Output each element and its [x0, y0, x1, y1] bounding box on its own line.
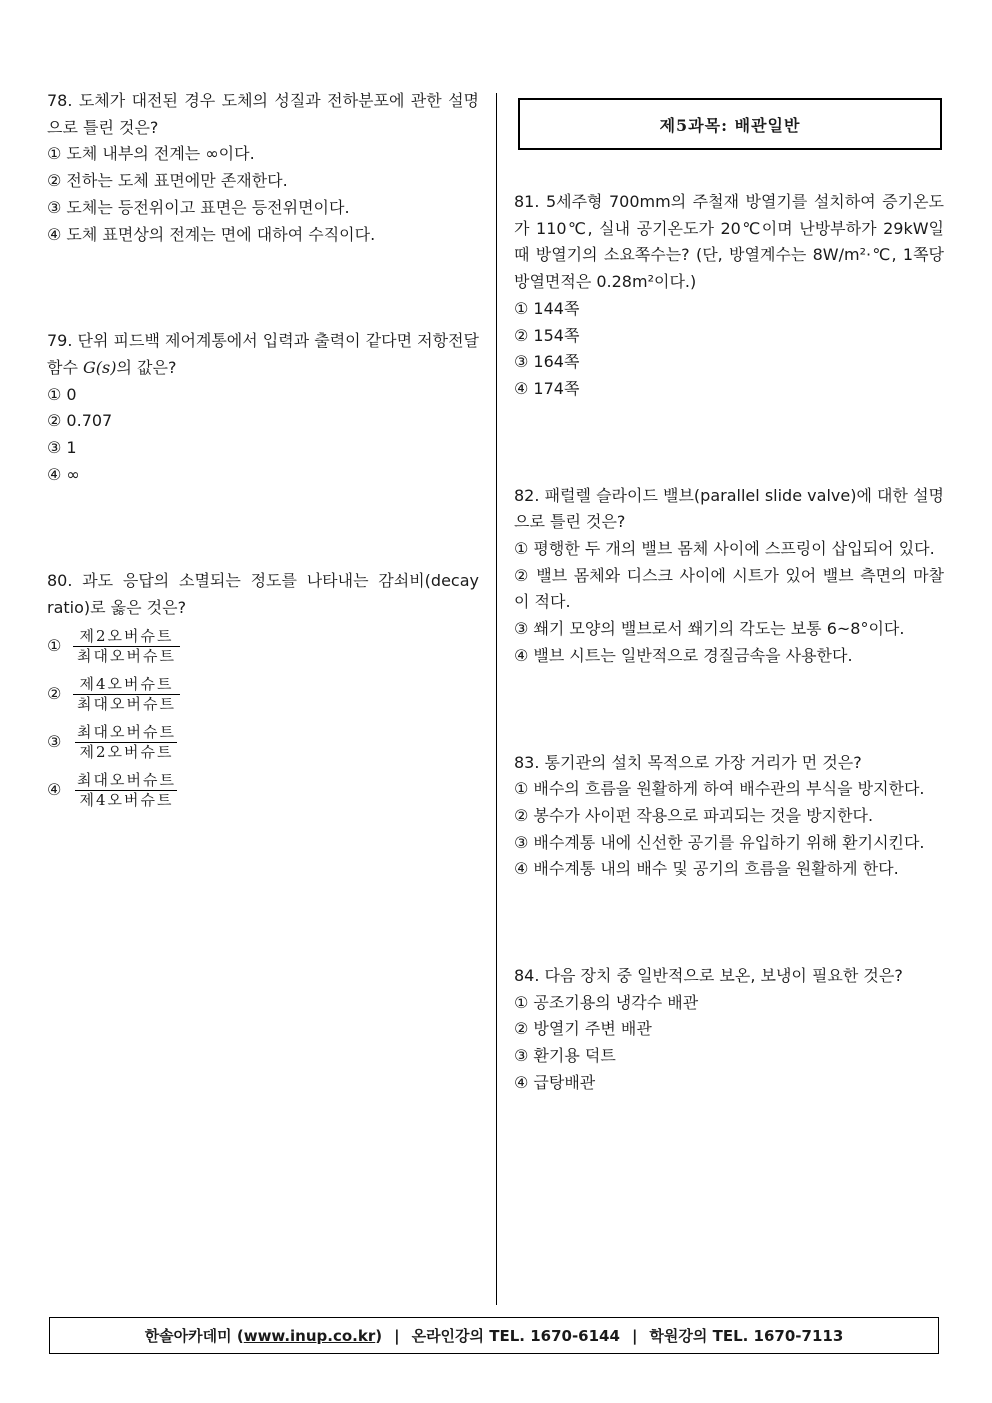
question-82-option-2: ② 밸브 몸체와 디스크 사이에 시트가 있어 밸브 측면의 마찰이 적다. — [514, 565, 944, 612]
question-81 — [514, 189, 944, 403]
question-79-option-1: ① 0 — [47, 384, 77, 404]
question-79-option-3: ③ 1 — [47, 438, 77, 458]
question-81-option-1: ① 144쪽 — [514, 298, 580, 318]
fraction-numerator: 최대오버슈트 — [77, 771, 176, 790]
question-84-option-1: ① 공조기용의 냉각수 배관 — [514, 992, 699, 1012]
fraction-numerator: 제4오버슈트 — [79, 675, 174, 694]
question-79 — [47, 328, 479, 488]
transfer-function-math: G(s) — [83, 357, 117, 377]
question-78 — [47, 88, 479, 248]
fraction — [73, 771, 180, 810]
question-79-option-2: ② 0.707 — [47, 411, 113, 431]
question-80-option-4 — [47, 768, 479, 814]
question-83-option-1: ① 배수의 흐름을 원활하게 하여 배수관의 부식을 방지한다. — [514, 779, 925, 799]
question-81-option-3: ③ 164쪽 — [514, 352, 580, 372]
fraction — [73, 675, 180, 714]
question-78-option-4: ④ 도체 표면상의 전계는 면에 대하여 수직이다. — [47, 224, 376, 244]
fraction — [73, 627, 180, 666]
question-79-stem — [47, 328, 479, 381]
question-82-option-4: ④ 밸브 시트는 일반적으로 경질금속을 사용한다. — [514, 645, 853, 665]
question-83-option-4: ④ 배수계통 내의 배수 및 공기의 흐름을 원활하게 한다. — [514, 859, 899, 879]
question-79-option-4: ④ ∞ — [47, 464, 80, 484]
question-78-option-1: ① 도체 내부의 전계는 ∞이다. — [47, 144, 255, 164]
fraction-denominator: 제4오버슈트 — [75, 790, 177, 810]
question-84-option-4: ④ 급탕배관 — [514, 1072, 596, 1092]
question-78-stem: 78. 도체가 대전된 경우 도체의 성질과 전하분포에 관한 설명으로 틀린 것은? — [47, 91, 479, 137]
right-column — [514, 189, 944, 1097]
option-number: ① — [47, 636, 62, 656]
question-83 — [514, 750, 944, 884]
footer-separator: | — [394, 1326, 400, 1345]
footer-academy-tel: 학원강의 TEL. 1670-7113 — [649, 1327, 844, 1345]
fraction-denominator: 최대오버슈트 — [73, 646, 180, 666]
fraction-denominator: 최대오버슈트 — [73, 694, 180, 714]
left-column — [47, 88, 479, 814]
question-81-option-4: ④ 174쪽 — [514, 378, 580, 398]
question-78-option-3: ③ 도체는 등전위이고 표면은 등전위면이다. — [47, 197, 350, 217]
question-82-stem: 82. 패럴렐 슬라이드 밸브(parallel slide valve)에 대한 설명으로 틀린 것은? — [514, 485, 944, 532]
question-82-option-1: ① 평행한 두 개의 밸브 몸체 사이에 스프링이 삽입되어 있다. — [514, 539, 935, 559]
question-83-stem: 83. 통기관의 설치 목적으로 가장 거리가 먼 것은? — [514, 752, 862, 772]
question-84-option-2: ② 방열기 주변 배관 — [514, 1019, 652, 1039]
question-82-option-3: ③ 쐐기 모양의 밸브로서 쐐기의 각도는 보통 6~8°이다. — [514, 619, 905, 639]
question-78-option-2: ② 전하는 도체 표면에만 존재한다. — [47, 171, 288, 191]
question-79-stem-end: 의 값은? — [116, 357, 177, 377]
option-number: ② — [47, 684, 62, 704]
question-79-stem-text: 79. 단위 피드백 제어계통에서 입력과 출력이 같다면 저항전달함수 — [47, 331, 479, 377]
subject-title-box — [518, 98, 942, 150]
question-84 — [514, 963, 944, 1097]
footer-separator: | — [631, 1326, 638, 1345]
question-83-option-3: ③ 배수계통 내에 신선한 공기를 유입하기 위해 환기시킨다. — [514, 832, 925, 852]
footer-bar — [49, 1317, 939, 1354]
footer-brand: 한솔아카데미 ( — [144, 1327, 244, 1345]
fraction — [73, 723, 180, 762]
footer-brand-close: ) — [375, 1326, 383, 1345]
question-80 — [47, 568, 479, 813]
question-84-option-3: ③ 환기용 덕트 — [514, 1046, 616, 1066]
question-80-option-3 — [47, 720, 479, 766]
footer-online-tel: 온라인강의 TEL. 1670-6144 — [411, 1327, 620, 1345]
question-80-stem: 80. 과도 응답의 소멸되는 정도를 나타내는 감쇠비(decay ratio)로 옳은 것은? — [47, 571, 479, 618]
question-82 — [514, 483, 944, 670]
question-83-option-2: ② 봉수가 사이펀 작용으로 파괴되는 것을 방지한다. — [514, 805, 874, 825]
question-80-option-1 — [47, 624, 479, 670]
subject-title: 제5과목: 배관일반 — [659, 115, 801, 135]
fraction-numerator: 제2오버슈트 — [79, 627, 174, 646]
question-84-stem: 84. 다음 장치 중 일반적으로 보온, 보냉이 필요한 것은? — [514, 966, 903, 986]
option-number: ③ — [47, 732, 62, 752]
question-80-option-2 — [47, 672, 479, 718]
question-81-option-2: ② 154쪽 — [514, 325, 580, 345]
option-number: ④ — [47, 780, 62, 800]
fraction-numerator: 최대오버슈트 — [77, 723, 176, 742]
question-81-stem: 81. 5세주형 700mm의 주철재 방열기를 설치하여 증기온도가 110℃, 실내 공기온도가 20℃이며 난방부하가 29kW일 때 방열기의 소요쪽수는? (단, 방열계수는 8W/m²·℃, 1쪽당 방열면적은 0.28m²이다.) — [514, 192, 944, 292]
column-divider — [496, 93, 497, 1305]
fraction-denominator: 제2오버슈트 — [75, 742, 177, 762]
footer-website-link[interactable]: www.inup.co.kr — [243, 1326, 376, 1345]
